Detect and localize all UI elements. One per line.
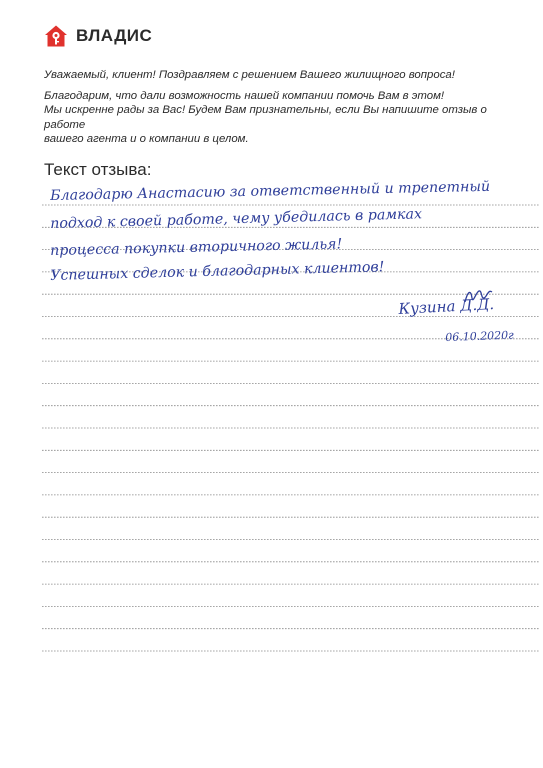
brand-name: ВЛАДИС xyxy=(76,26,153,45)
signature-date: 06.10.2020г xyxy=(445,328,514,344)
review-line-1: Благодарю Анастасию за ответственный и трепетный xyxy=(50,178,491,204)
signature-name: Кузина Д.Д. xyxy=(398,294,495,318)
review-line-4: Успешных сделок и благодарных клиентов! xyxy=(50,259,385,284)
ruled-lines xyxy=(42,0,540,768)
intro-thanks: Благодарим, что дали возможность нашей компании помочь Вам в этом! Мы искренне рады за Вас! Будем Вам признательны, если Вы напишите отзыв о работе вашего агента и о компании в целом. xyxy=(44,89,487,145)
review-line-2: подход к своей работе, чему убедилась в рамках xyxy=(50,206,423,232)
review-heading: Текст отзыва: xyxy=(44,160,152,179)
intro-greeting: Уважаемый, клиент! Поздравляем с решением Вашего жилищного вопроса! xyxy=(44,69,455,81)
review-line-3: процесса покупки вторичного жилья! xyxy=(50,236,343,259)
